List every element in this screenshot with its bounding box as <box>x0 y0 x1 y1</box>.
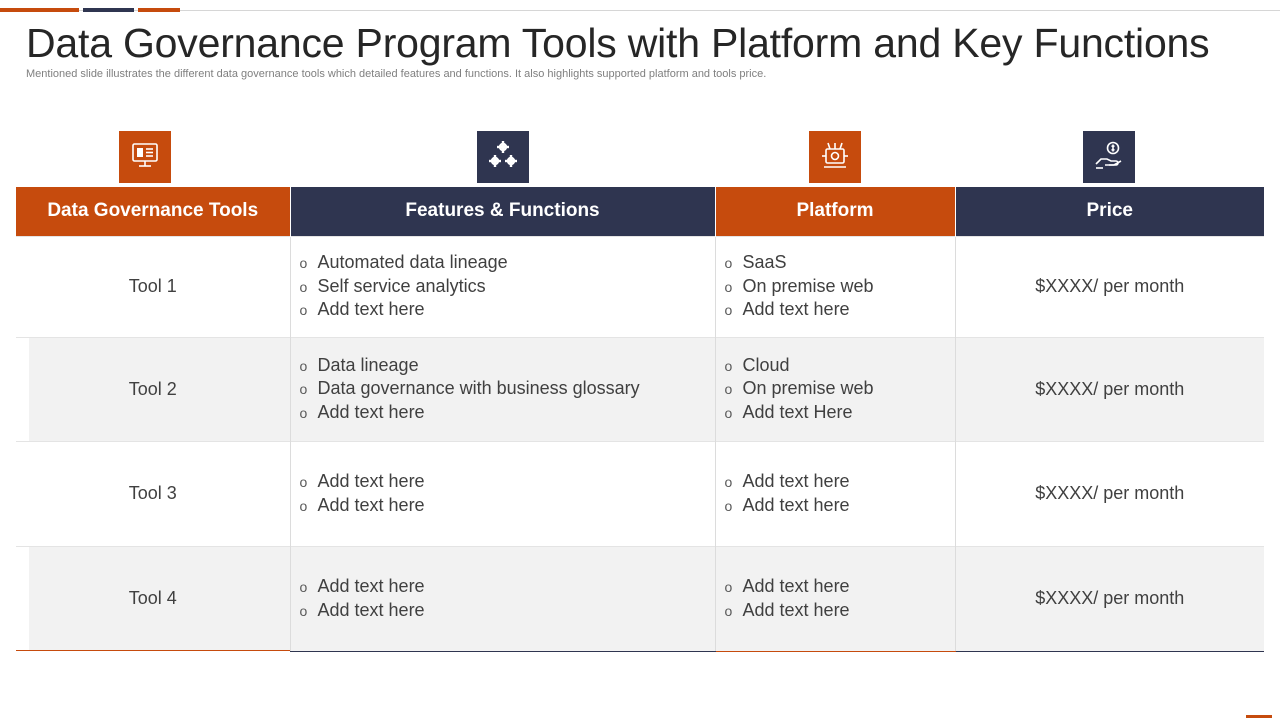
feature-item: o Add text here <box>299 599 425 620</box>
accent-segment-orange <box>138 8 180 12</box>
table-row <box>16 546 1264 651</box>
platform-item: o Add text here <box>724 599 850 620</box>
tool-name-cell: Tool 3 <box>16 441 290 546</box>
feature-item: o Data governance with business glossary <box>299 378 640 399</box>
table-header-row <box>16 187 1264 236</box>
platform-header-icon-box <box>809 131 861 183</box>
features-cell <box>290 337 715 441</box>
feature-item: o Data lineage <box>299 354 419 375</box>
platform-item: o Add text here <box>724 494 850 515</box>
page-subtitle: Mentioned slide illustrates the different data governance tools which detailed features and functions. It also highlights supported platform and tools price. <box>26 68 767 80</box>
hand-money-icon <box>1092 138 1126 177</box>
platform-cell <box>715 236 955 337</box>
corner-accent <box>1246 715 1272 718</box>
price-header-icon-box <box>1083 131 1135 183</box>
platform-item: o On premise web <box>724 275 874 296</box>
price-cell: $XXXX/ per month <box>955 236 1264 337</box>
feature-item: o Add text here <box>299 299 425 320</box>
column-header-tools: Data Governance Tools <box>16 187 290 236</box>
platform-item: o SaaS <box>724 252 787 273</box>
platform-cell <box>715 337 955 441</box>
computer-data-icon <box>128 138 162 177</box>
price-cell: $XXXX/ per month <box>955 337 1264 441</box>
feature-item: o Add text here <box>299 576 425 596</box>
price-cell: $XXXX/ per month <box>955 546 1264 651</box>
feature-item: o Add text here <box>299 494 425 515</box>
accent-segment-navy <box>83 8 134 12</box>
feature-item: o Self service analytics <box>299 275 486 296</box>
tool-name-cell: Tool 1 <box>16 236 290 337</box>
page-title: Data Governance Program Tools with Platform and Key Functions <box>26 20 1210 66</box>
platform-item: o Add text Here <box>724 401 853 422</box>
gears-icon <box>486 138 520 177</box>
platform-item: o Cloud <box>724 354 790 375</box>
tool-name-cell: Tool 4 <box>16 546 290 651</box>
feature-item: o Add text here <box>299 471 425 491</box>
price-cell: $XXXX/ per month <box>955 441 1264 546</box>
column-header-features: Features & Functions <box>290 187 715 236</box>
feature-item: o Automated data lineage <box>299 252 508 273</box>
accent-segment-orange <box>0 8 79 12</box>
platform-item: o Add text here <box>724 299 850 320</box>
platform-item: o On premise web <box>724 378 874 399</box>
top-accent-bar <box>0 8 1280 12</box>
feature-item: o Add text here <box>299 401 425 422</box>
features-header-icon-box <box>477 131 529 183</box>
column-header-price: Price <box>955 187 1264 236</box>
tool-name-cell: Tool 2 <box>16 337 290 441</box>
table-row <box>16 441 1264 546</box>
platform-cell <box>715 441 955 546</box>
top-rule <box>0 10 1280 11</box>
table-row <box>16 236 1264 337</box>
platform-item: o Add text here <box>724 576 850 596</box>
table-row <box>16 337 1264 441</box>
column-header-platform: Platform <box>715 187 955 236</box>
tools-header-icon-box <box>119 131 171 183</box>
chip-platform-icon <box>818 138 852 177</box>
platform-cell <box>715 546 955 651</box>
features-cell <box>290 441 715 546</box>
features-cell <box>290 236 715 337</box>
platform-item: o Add text here <box>724 471 850 491</box>
features-cell <box>290 546 715 651</box>
tools-table <box>16 187 1264 652</box>
